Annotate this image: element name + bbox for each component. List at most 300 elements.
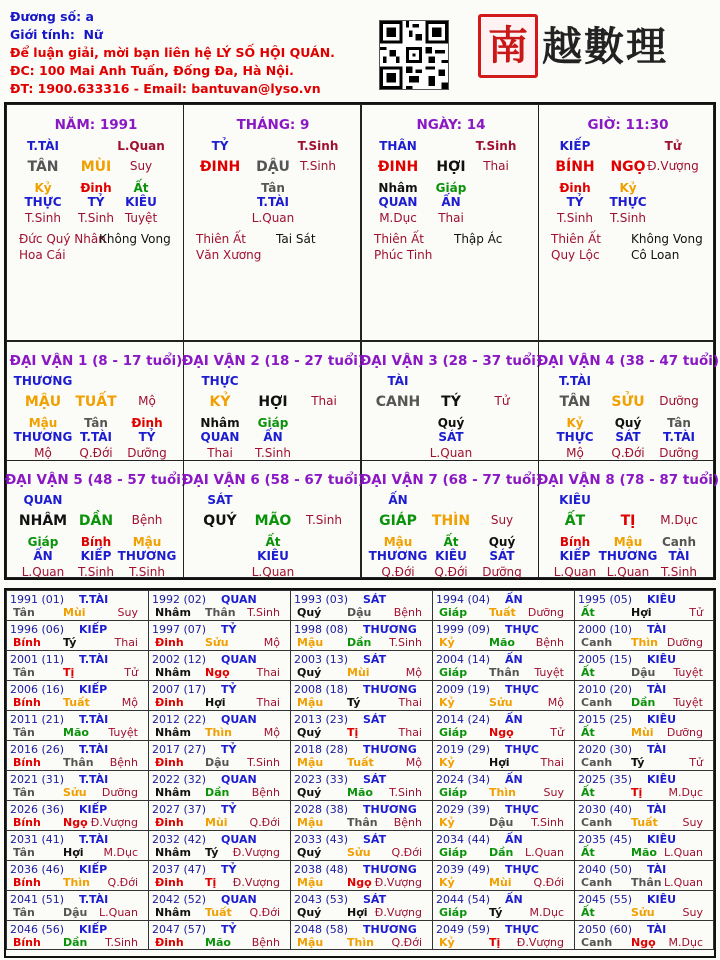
annual-phase: Tuyệt — [108, 726, 138, 739]
annual-cell — [290, 590, 433, 621]
annual-phase: Dưỡng — [527, 606, 564, 619]
annual-god: THƯƠNG — [363, 803, 417, 816]
annual-cell — [574, 800, 714, 831]
dai-van-phase: Mộ — [138, 394, 156, 408]
annual-year: 2010 (20) — [578, 683, 633, 696]
annual-cell — [6, 710, 149, 741]
annual-cell — [574, 590, 714, 621]
heavenly-stem: ĐINH — [377, 159, 419, 175]
pillar-branch-god: L.Quan — [117, 139, 165, 153]
dai-van-cell — [359, 460, 543, 579]
annual-god: QUAN — [221, 713, 257, 726]
annual-stem: Canh — [581, 936, 613, 949]
dai-van-god: TÀI — [387, 374, 409, 388]
annual-branch: Sửu — [489, 696, 513, 709]
annual-god: SÁT — [363, 713, 387, 726]
annual-year: 2003 (13) — [294, 653, 349, 666]
hidden-stem-phase: L.Quan — [429, 446, 473, 460]
annual-phase: T.Sinh — [389, 786, 422, 799]
annual-year: 2027 (37) — [152, 803, 207, 816]
annual-god: ẤN — [505, 593, 523, 606]
annual-branch: Mùi — [205, 816, 228, 829]
dai-van-stem: NHÂM — [18, 513, 68, 529]
annual-year: 2044 (54) — [436, 893, 491, 906]
life-phase: Suy — [129, 159, 153, 173]
annual-year: 2041 (51) — [10, 893, 65, 906]
annual-year: 2046 (56) — [10, 923, 65, 936]
annual-branch: Thìn — [347, 936, 374, 949]
annual-year: 2008 (18) — [294, 683, 349, 696]
annual-phase: M.Dục — [529, 906, 564, 919]
hidden-stem-god: KIÊU — [257, 549, 289, 563]
dai-van-branch: TỊ — [620, 513, 636, 529]
annual-branch: Dậu — [63, 906, 88, 919]
life-phase: Đ.Vượng — [647, 159, 699, 173]
annual-cell — [148, 740, 291, 771]
annual-stem: Đinh — [155, 696, 184, 709]
life-phase: Thai — [483, 159, 509, 173]
hidden-stem-god: QUAN — [378, 195, 418, 209]
annual-phase: Tử — [689, 756, 703, 769]
pillar-branch-god: Tử — [664, 139, 682, 153]
annual-stem: Tân — [13, 726, 35, 739]
bazi-chart — [4, 102, 720, 580]
star-name: Văn Xương — [196, 248, 262, 262]
annual-god: KIÊU — [647, 713, 677, 726]
annual-stem: Bính — [13, 696, 41, 709]
annual-phase: T.Sinh — [105, 936, 138, 949]
star-name: Phúc Tinh — [374, 248, 433, 262]
annual-stem: Kỷ — [439, 696, 455, 709]
annual-branch: Ngọ — [631, 936, 656, 949]
hidden-stem: Bính — [559, 535, 591, 549]
star-name: Không Vong — [99, 232, 171, 246]
dai-van-phase: Thai — [311, 394, 337, 408]
annual-stem: Mậu — [297, 816, 324, 829]
hidden-stem-god: SÁT — [489, 549, 515, 563]
gender-line — [10, 26, 340, 44]
annual-cell — [6, 590, 149, 621]
annual-phase: Bệnh — [393, 816, 422, 829]
annual-year: 2031 (41) — [10, 833, 65, 846]
annual-year: 2038 (48) — [294, 863, 349, 876]
hidden-stem: Đinh — [559, 181, 591, 195]
hidden-stem-god: KIÊU — [435, 549, 467, 563]
annual-branch: Sửu — [347, 846, 371, 859]
annual-stem: Kỷ — [439, 936, 455, 949]
annual-stem: Quý — [297, 606, 322, 619]
annual-year: 2040 (50) — [578, 863, 633, 876]
annual-cell — [432, 590, 575, 621]
hidden-stem-god: THƯƠNG — [117, 549, 177, 563]
annual-cell — [148, 800, 291, 831]
dai-van-stem: GIÁP — [379, 513, 417, 529]
annual-god: TÀI — [647, 743, 667, 756]
hidden-stem-god: T.TÀI — [663, 430, 695, 444]
annual-cell — [148, 860, 291, 891]
dai-van-branch: SỬU — [611, 394, 645, 410]
annual-phase: Q.Đới — [391, 936, 422, 949]
qr-code-graphic — [380, 21, 448, 89]
dai-van-branch: THÌN — [431, 513, 471, 529]
annual-phase: Tuyệt — [673, 666, 703, 679]
gender-label: Giới tính: — [10, 27, 75, 42]
annual-god: THỰC — [505, 803, 539, 816]
hidden-stem: Mậu — [383, 535, 413, 549]
annual-phase: Thai — [256, 696, 280, 709]
annual-branch: Mão — [205, 936, 231, 949]
annual-god: KIÊU — [647, 833, 677, 846]
annual-stem: Ất — [581, 726, 595, 739]
annual-cell — [290, 800, 433, 831]
annual-god: KIÊU — [647, 653, 677, 666]
hidden-stem: Quý — [437, 416, 465, 430]
dai-van-stem: ẤT — [564, 513, 586, 529]
annual-phase: Suy — [682, 906, 703, 919]
annual-branch: Thân — [631, 876, 662, 889]
annual-branch: Thìn — [489, 786, 516, 799]
annual-phase: Bệnh — [251, 936, 280, 949]
annual-branch: Sửu — [63, 786, 87, 799]
annual-god: THỰC — [505, 623, 539, 636]
annual-branch: Hợi — [63, 846, 84, 859]
annual-phase: Q.Đới — [533, 876, 564, 889]
annual-phase: L.Quan — [525, 846, 564, 859]
annual-phase: Q.Đới — [249, 906, 280, 919]
annual-branch: Dần — [631, 696, 656, 709]
dai-van-cell — [536, 460, 720, 579]
annual-god: SÁT — [363, 653, 387, 666]
annual-branch: Mùi — [489, 876, 512, 889]
annual-god: THƯƠNG — [363, 923, 417, 936]
annual-stem: Mậu — [297, 876, 324, 889]
hidden-stem: Mậu — [132, 535, 162, 549]
annual-year: 2009 (19) — [436, 683, 491, 696]
annual-cell — [6, 830, 149, 861]
dai-van-branch: TÝ — [441, 394, 461, 410]
hidden-stem: Tân — [84, 416, 108, 430]
earthly-branch: HỢI — [436, 159, 466, 175]
annual-cell — [6, 740, 149, 771]
annual-stem: Nhâm — [155, 666, 191, 679]
annual-stem: Nhâm — [155, 726, 191, 739]
hidden-stem-god: TỶ — [87, 195, 105, 209]
earthly-branch: DẬU — [256, 159, 290, 175]
annual-year: 1997 (07) — [152, 623, 207, 636]
annual-god: THỰC — [505, 743, 539, 756]
annual-branch: Thân — [347, 816, 378, 829]
hidden-stem-phase: Dưỡng — [659, 446, 699, 460]
annual-phase: Dưỡng — [666, 726, 703, 739]
hidden-stem-phase: Thai — [207, 446, 233, 460]
annual-phase: L.Quan — [664, 876, 703, 889]
address-line: ĐC: 100 Mai Anh Tuấn, Đống Đa, Hà Nội. — [10, 63, 294, 78]
annual-phase: L.Quan — [99, 906, 138, 919]
hidden-stem: Nhâm — [200, 416, 240, 430]
dai-van-phase: Bệnh — [131, 513, 163, 527]
annual-cell — [148, 650, 291, 681]
annual-branch: Tý — [205, 846, 219, 859]
annual-stem: Bính — [13, 756, 41, 769]
annual-year: 2001 (11) — [10, 653, 65, 666]
pillar-column — [183, 104, 361, 341]
dai-van-god: KIÊU — [559, 493, 591, 507]
dai-van-phase: Tử — [494, 394, 510, 408]
hidden-stem-god: THỰC — [24, 195, 62, 209]
dai-van-god: T.TÀI — [559, 374, 591, 388]
annual-cell — [290, 890, 433, 921]
annual-branch: Mùi — [347, 666, 370, 679]
annual-cell — [432, 920, 575, 950]
annual-branch: Mão — [489, 636, 515, 649]
annual-phase: T.Sinh — [389, 636, 422, 649]
annual-stem: Tân — [13, 846, 35, 859]
dai-van-god: QUAN — [23, 493, 63, 507]
star-name: Cô Loan — [631, 248, 680, 262]
pillar-title: NĂM: 1991 — [54, 117, 138, 133]
annual-phase: Thai — [540, 756, 564, 769]
annual-phase: Thai — [114, 636, 138, 649]
annual-god: T.TÀI — [79, 833, 109, 846]
annual-branch: Hợi — [631, 606, 652, 619]
annual-stem: Giáp — [439, 786, 468, 799]
hidden-stem: Giáp — [27, 535, 59, 549]
annual-year: 2002 (12) — [152, 653, 207, 666]
annual-god: THƯƠNG — [363, 743, 417, 756]
hidden-stem-phase: L.Quan — [251, 211, 295, 225]
annual-branch: Tuất — [63, 696, 90, 709]
annual-branch: Mão — [347, 786, 373, 799]
hidden-stem-god: SÁT — [438, 430, 464, 444]
dai-van-stem: TÂN — [559, 394, 591, 410]
annual-god: KIẾP — [79, 683, 108, 696]
annual-god: T.TÀI — [79, 653, 109, 666]
annual-phase: T.Sinh — [531, 816, 564, 829]
annual-year: 2017 (27) — [152, 743, 207, 756]
annual-phase: Đ.Vượng — [232, 876, 280, 889]
hidden-stem-phase: T.Sinh — [129, 565, 165, 579]
hidden-stem-phase: T.Sinh — [78, 211, 114, 225]
pillar-branch-god: T.Sinh — [475, 139, 517, 153]
annual-phase: Suy — [543, 786, 564, 799]
annual-year: 2025 (35) — [578, 773, 633, 786]
annual-god: TỶ — [221, 683, 237, 696]
annual-god: THƯƠNG — [363, 863, 417, 876]
dai-van-branch: DẦN — [78, 513, 114, 529]
annual-stem: Nhâm — [155, 906, 191, 919]
annual-cell — [432, 620, 575, 651]
annual-phase: Bệnh — [109, 756, 138, 769]
annual-phase: Suy — [682, 816, 703, 829]
annual-cell — [574, 890, 714, 921]
annual-stem: Canh — [581, 876, 613, 889]
star-name: Hoa Cái — [19, 248, 66, 262]
pillar-branch-god: T.Sinh — [297, 139, 339, 153]
hidden-stem-god: T.TÀI — [80, 430, 112, 444]
annual-phase: Mộ — [405, 756, 422, 769]
pillar-column — [538, 104, 714, 341]
annual-year: 2036 (46) — [10, 863, 65, 876]
annual-stem: Kỷ — [439, 756, 455, 769]
annual-phase: Tuyệt — [673, 696, 703, 709]
hidden-stem: Bính — [80, 535, 112, 549]
dai-van-god: THỰC — [201, 374, 239, 388]
annual-god: THỰC — [505, 683, 539, 696]
annual-cell — [290, 710, 433, 741]
annual-cell — [6, 770, 149, 801]
annual-branch: Mùi — [63, 606, 86, 619]
annual-stem: Ất — [581, 786, 595, 799]
annual-year: 2045 (55) — [578, 893, 633, 906]
annual-phase: Đ.Vượng — [232, 846, 280, 859]
pillar-stem-god: KIẾP — [559, 139, 591, 153]
hidden-stem-phase: Q.Đới — [79, 446, 113, 460]
annual-stem: Ất — [581, 906, 595, 919]
annual-god: TÀI — [647, 683, 667, 696]
annual-stem: Nhâm — [155, 786, 191, 799]
annual-phase: Bệnh — [535, 636, 564, 649]
annual-year: 1995 (05) — [578, 593, 633, 606]
annual-god: QUAN — [221, 593, 257, 606]
annual-phase: Mộ — [405, 666, 422, 679]
annual-year: 2004 (14) — [436, 653, 491, 666]
annual-year: 2043 (53) — [294, 893, 349, 906]
annual-god: T.TÀI — [79, 773, 109, 786]
annual-branch: Hợi — [347, 906, 368, 919]
dai-van-title: ĐẠI VẬN 5 (48 - 57 tuổi) — [4, 472, 188, 488]
dai-van-cell — [181, 341, 365, 461]
annual-cell — [290, 860, 433, 891]
hidden-stem: Quý — [614, 416, 642, 430]
hidden-stem: Ất — [443, 535, 459, 549]
annual-stem: Canh — [581, 636, 613, 649]
annual-branch: Sửu — [205, 636, 229, 649]
annual-cell — [290, 920, 433, 950]
hidden-stem-god: TÀI — [668, 549, 690, 563]
hidden-stem-phase: T.Sinh — [610, 211, 646, 225]
dai-van-phase: M.Dục — [660, 513, 698, 527]
qr-code-icon[interactable] — [379, 20, 449, 90]
annual-stem: Mậu — [297, 696, 324, 709]
annual-stem: Giáp — [439, 846, 468, 859]
annual-god: KIẾP — [79, 863, 108, 876]
dai-van-title: ĐẠI VẬN 3 (28 - 37 tuổi) — [359, 353, 543, 369]
annual-branch: Ngọ — [63, 816, 88, 829]
annual-phase: Q.Đới — [249, 816, 280, 829]
pillar-title: GIỜ: 11:30 — [587, 117, 669, 133]
contact-line: Để luận giải, mời bạn liên hệ LÝ SỐ HỘI QUÁN. — [10, 45, 335, 60]
annual-god: SÁT — [363, 593, 387, 606]
annual-year: 2049 (59) — [436, 923, 491, 936]
annual-year: 1993 (03) — [294, 593, 349, 606]
annual-stem: Bính — [13, 876, 41, 889]
hidden-stem-god: TỶ — [138, 430, 156, 444]
annual-cell — [574, 740, 714, 771]
annual-stem: Mậu — [297, 756, 324, 769]
annual-stem: Nhâm — [155, 606, 191, 619]
annual-stem: Giáp — [439, 726, 468, 739]
annual-god: TÀI — [647, 863, 667, 876]
annual-cell — [432, 860, 575, 891]
annual-stem: Đinh — [155, 936, 184, 949]
hidden-stem-god: QUAN — [200, 430, 240, 444]
annual-stem: Giáp — [439, 606, 468, 619]
annual-stem: Kỷ — [439, 876, 455, 889]
annual-phase: L.Quan — [664, 846, 703, 859]
dai-van-cell — [4, 460, 188, 579]
hidden-stem: Kỷ — [566, 416, 584, 430]
annual-phase: M.Dục — [668, 786, 703, 799]
annual-stem: Canh — [581, 756, 613, 769]
annual-cell — [432, 740, 575, 771]
annual-god: T.TÀI — [79, 593, 109, 606]
dai-van-title: ĐẠI VẬN 7 (68 - 77 tuổi) — [359, 472, 543, 488]
earthly-branch: MÙI — [80, 159, 112, 175]
annual-stem: Quý — [297, 726, 322, 739]
red-seal: 南 — [478, 14, 538, 78]
dai-van-cell — [536, 341, 720, 461]
annual-year: 2012 (22) — [152, 713, 207, 726]
annual-year: 2016 (26) — [10, 743, 65, 756]
annual-cell — [148, 830, 291, 861]
hidden-stem-phase: L.Quan — [606, 565, 650, 579]
annual-phase: Dưỡng — [101, 786, 138, 799]
annual-phase: Q.Đới — [391, 846, 422, 859]
annual-cell — [574, 920, 714, 950]
dai-van-branch: TUẤT — [75, 394, 117, 410]
hidden-stem-god: KIẾP — [80, 549, 112, 563]
annual-year: 2030 (40) — [578, 803, 633, 816]
annual-branch: Tý — [631, 756, 645, 769]
pillar-column — [361, 104, 539, 341]
dai-van-stem: QUÝ — [203, 513, 237, 529]
annual-cell — [290, 650, 433, 681]
annual-cell — [432, 800, 575, 831]
hidden-stem-god: T.TÀI — [257, 195, 289, 209]
annual-year: 2034 (44) — [436, 833, 491, 846]
star-name: Thiên Ất — [551, 232, 601, 246]
star-name: Quy Lộc — [551, 248, 600, 262]
annual-stem: Mậu — [297, 936, 324, 949]
dai-van-title: ĐẠI VẬN 6 (58 - 67 tuổi) — [181, 472, 365, 488]
annual-branch: Tị — [631, 786, 643, 799]
annual-stem: Tân — [13, 606, 35, 619]
annual-god: T.TÀI — [79, 893, 109, 906]
hidden-stem-phase: Thai — [438, 211, 464, 225]
annual-year: 2015 (25) — [578, 713, 633, 726]
star-name: Thập Ác — [454, 232, 503, 246]
hidden-stem: Ất — [265, 535, 281, 549]
annual-cell — [290, 680, 433, 711]
annual-year: 1991 (01) — [10, 593, 65, 606]
annual-branch: Dậu — [489, 816, 514, 829]
annual-year: 2005 (15) — [578, 653, 633, 666]
annual-year: 2032 (42) — [152, 833, 207, 846]
annual-year: 2011 (21) — [10, 713, 65, 726]
annual-branch: Dậu — [205, 756, 230, 769]
annual-god: TỶ — [221, 803, 237, 816]
annual-stem: Quý — [297, 846, 322, 859]
annual-phase: Q.Đới — [107, 876, 138, 889]
hidden-stem: Mậu — [613, 535, 643, 549]
annual-cell — [574, 710, 714, 741]
annual-cell — [432, 650, 575, 681]
hidden-stem-phase: T.Sinh — [661, 565, 697, 579]
annual-god: SÁT — [363, 893, 387, 906]
hidden-stem-god: SÁT — [615, 430, 641, 444]
annual-year: 2014 (24) — [436, 713, 491, 726]
annual-branch: Sửu — [631, 906, 655, 919]
